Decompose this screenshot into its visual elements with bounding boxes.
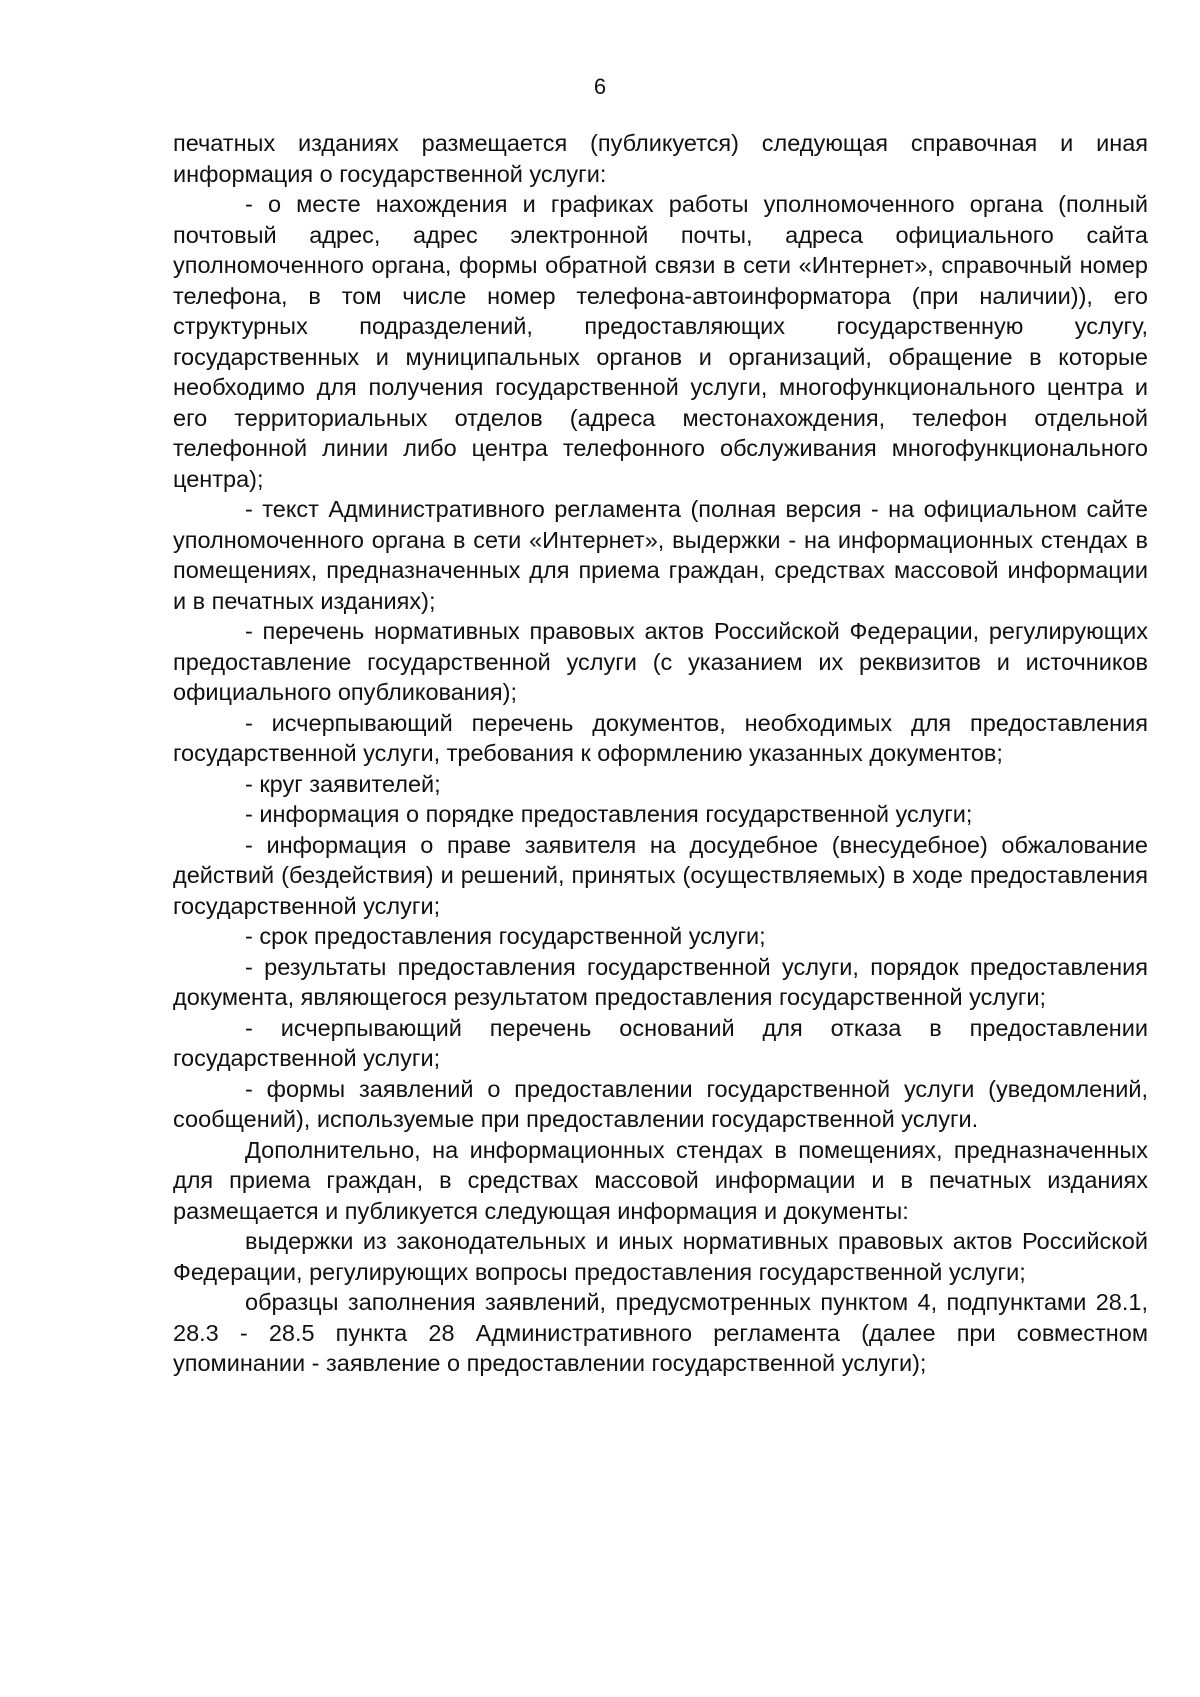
paragraph-regulation-text: - текст Административного регламента (полная версия - на официальном сайте уполномоченного органа в сети «Интернет», выдержки - на информационных стендах в помещениях, предназначенных для приема граждан, средствах массовой информации и в печатных изданиях); xyxy=(173,496,1148,614)
document-body xyxy=(173,128,1148,1379)
paragraph-appeal-right: - информация о праве заявителя на досудебное (внесудебное) обжалование действий (бездействия) и решений, принятых (осуществляемых) в ходе предоставления государственной услуги; xyxy=(173,831,1148,919)
paragraph-application-samples: образцы заполнения заявлений, предусмотренных пунктом 4, подпунктами 28.1, 28.3 - 28.5 пункта 28 Административного регламента (далее при совместном упоминании - заявление о предоставлении государственной услуги); xyxy=(173,1289,1148,1376)
paragraph-procedure-info: - информация о порядке предоставления государственной услуги; xyxy=(245,801,973,827)
paragraph-application-forms: - формы заявлений о предоставлении государственной услуги (уведомлений, сообщений), используемые при предоставлении государственной услуги. xyxy=(173,1075,1148,1132)
paragraph-service-term: - срок предоставления государственной услуги; xyxy=(245,923,766,949)
paragraph-legal-acts-list: - перечень нормативных правовых актов Российской Федерации, регулирующих предоставление государственной услуги (с указанием их реквизитов и источников официального опубликования); xyxy=(173,618,1148,705)
paragraph-legislation-excerpts: выдержки из законодательных и иных нормативных правовых актов Российской Федерации, регулирующих вопросы предоставления государственной услуги; xyxy=(173,1228,1148,1285)
paragraph-applicants: - круг заявителей; xyxy=(245,770,441,797)
page-number: 6 xyxy=(593,74,607,99)
paragraph-continuation: печатных изданиях размещается (публикуется) следующая справочная и иная информация о государственной услуги: xyxy=(173,130,1148,187)
paragraph-additional-info: Дополнительно, на информационных стендах в помещениях, предназначенных для приема граждан, в средствах массовой информации и в печатных изданиях размещается и публикуется следующая информация и документы: xyxy=(173,1136,1148,1224)
paragraph-service-results: - результаты предоставления государственной услуги, порядок предоставления документа, являющегося результатом предоставления государственной услуги; xyxy=(173,953,1148,1010)
paragraph-refusal-grounds: - исчерпывающий перечень оснований для отказа в предоставлении государственной услуги; xyxy=(173,1014,1148,1071)
paragraph-location-schedule: - о месте нахождения и графиках работы уполномоченного органа (полный почтовый адрес, адрес электронной почты, адреса официального сайта уполномоченного органа, формы обратной связи в сети «Интернет», справочный номер телефона, в том числе номер телефона-автоинформатора (при наличии)), его структурных подразделений, предоставляющих государственную услугу, государственных и муниципальных органов и организаций, обращение в которые необходимо для получения государственной услуги, многофункционального центра и его территориальных отделов (адреса местонахождения, телефон отдельной телефонной линии либо центра телефонного обслуживания многофункционального центра); xyxy=(173,191,1148,492)
paragraph-documents-list: - исчерпывающий перечень документов, необходимых для предоставления государственной услуги, требования к оформлению указанных документов; xyxy=(173,709,1148,766)
